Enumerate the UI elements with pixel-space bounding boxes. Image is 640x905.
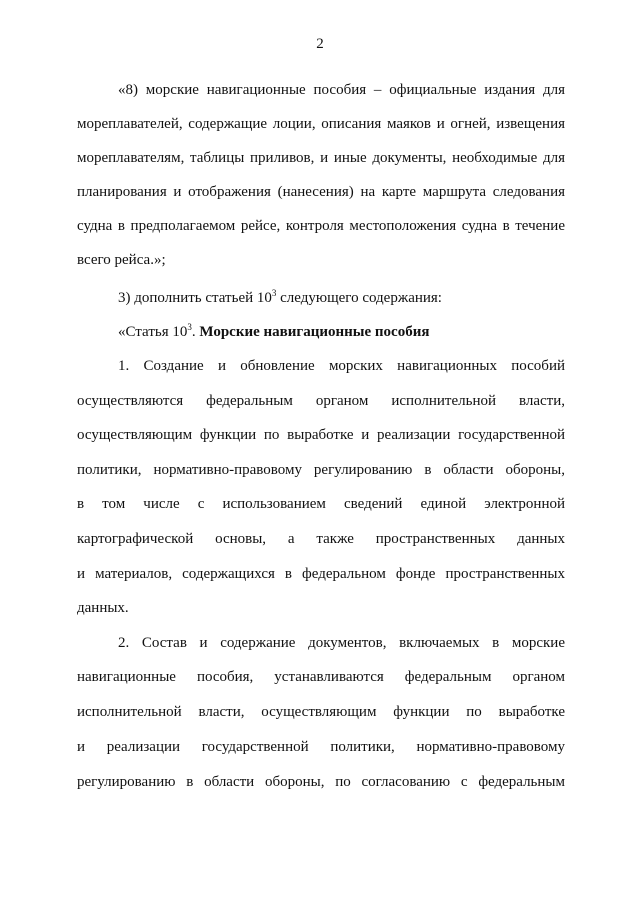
paragraph-line: в том числе с использованием сведений единой электронной xyxy=(77,496,565,512)
paragraph-line: навигационные пособия, устанавливаются федеральным органом xyxy=(77,669,565,685)
paragraph-line: политики, нормативно-правовому регулированию в области обороны, xyxy=(77,462,565,478)
paragraph-line: мореплавателям, таблицы приливов, и иные документы, необходимые для xyxy=(77,150,565,166)
paragraph-line: 2. Состав и содержание документов, включаемых в морские xyxy=(118,635,565,651)
paragraph-line: осуществляются федеральным органом исполнительной власти, xyxy=(77,393,565,409)
article-title: Морские навигационные пособия xyxy=(199,324,430,340)
superscript: 3 xyxy=(187,322,192,332)
paragraph-line: осуществляющим функции по выработке и реализации государственной xyxy=(77,427,565,443)
paragraph-line: регулированию в области обороны, по согласованию с федеральным xyxy=(77,774,565,790)
paragraph-line: и реализации государственной политики, нормативно-правовому xyxy=(77,739,565,755)
superscript: 3 xyxy=(271,288,277,298)
article-label: «Статья 10 xyxy=(118,324,188,340)
paragraph-line: картографической основы, а также пространственных данных xyxy=(77,531,565,547)
page-number: 2 xyxy=(316,36,324,52)
amendment-text: следующего содержания: xyxy=(276,290,442,306)
paragraph-line: и материалов, содержащихся в федеральном фонде пространственных xyxy=(77,566,565,582)
paragraph-line: планирования и отображения (нанесения) на карте маршрута следования xyxy=(77,184,565,200)
paragraph-line: «8) морские навигационные пособия – официальные издания для xyxy=(118,82,565,98)
paragraph-line: 1. Создание и обновление морских навигационных пособий xyxy=(118,358,565,374)
paragraph-line: мореплавателей, содержащие лоции, описания маяков и огней, извещения xyxy=(77,116,565,132)
paragraph-line: данных. xyxy=(77,600,129,616)
paragraph-line: судна в предполагаемом рейсе, контроля местоположения судна в течение xyxy=(77,218,565,234)
amendment-line xyxy=(118,288,565,308)
paragraph-line: исполнительной власти, осуществляющим функции по выработке xyxy=(77,704,565,720)
article-separator: . xyxy=(191,324,200,340)
article-heading xyxy=(118,322,565,342)
paragraph-line: всего рейса.»; xyxy=(77,252,166,268)
amendment-text: 3) дополнить статьей 10 xyxy=(118,290,272,306)
